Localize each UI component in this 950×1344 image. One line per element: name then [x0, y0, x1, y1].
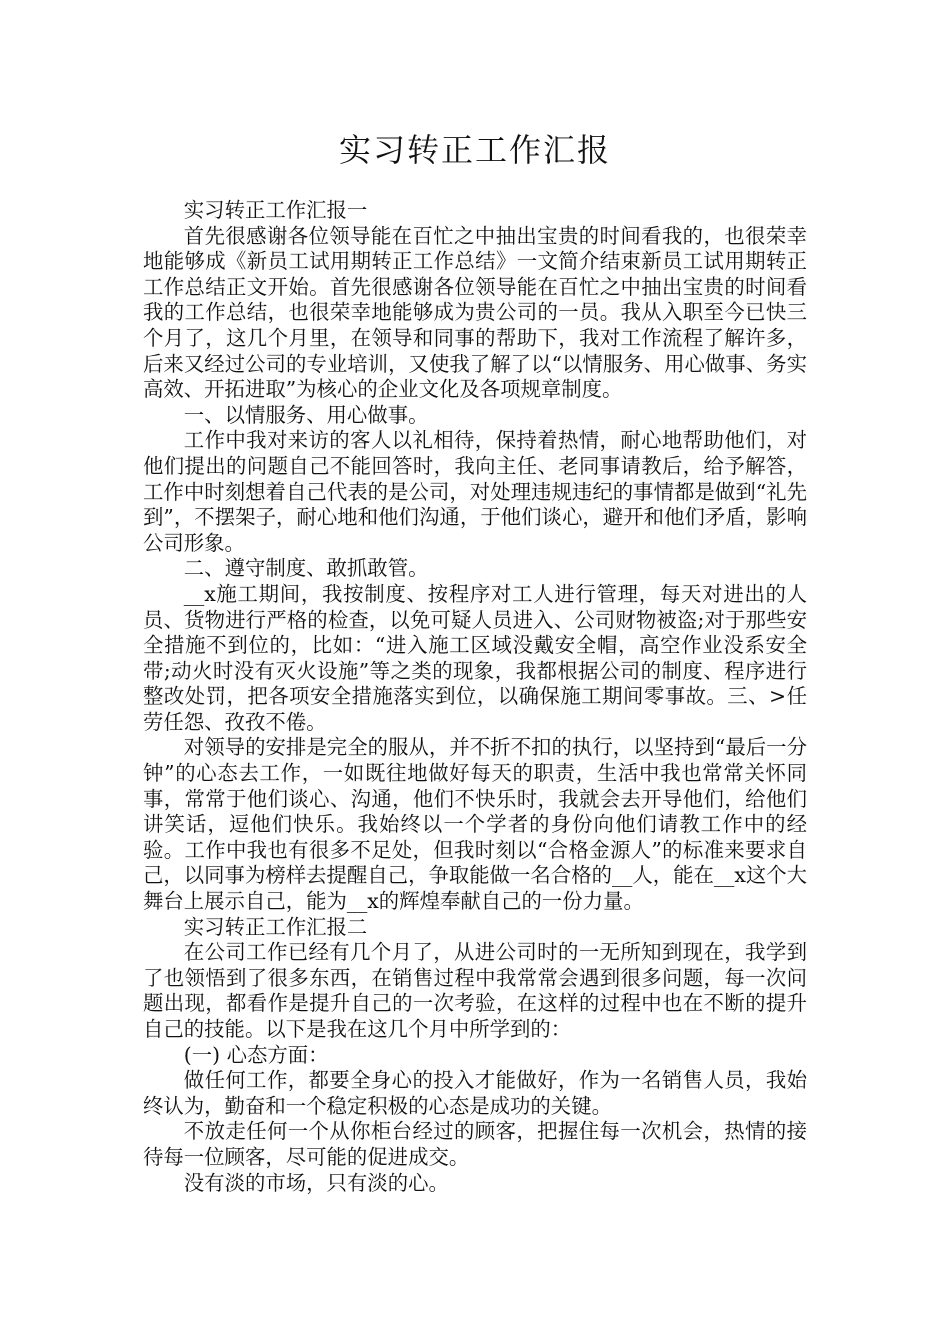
paragraph: 工作中我对来访的客人以礼相待，保持着热情，耐心地帮助他们，对他们提出的问题自己不能回答时，我向主任、老同事请教后，给予解答，工作中时刻想着自己代表的是公司，对处理违规违纪的事情都是做到“礼先到”，不摆架子，耐心地和他们沟通，于他们谈心，避开和他们矛盾，影响公司形象。 — [143, 428, 807, 555]
subheading: 一、以情服务、用心做事。 — [183, 402, 429, 427]
paragraph: 不放走任何一个从你柜台经过的顾客，把握住每一次机会，热情的接待每一位顾客，尽可能的促进成交。 — [143, 1119, 807, 1169]
section-heading-1: 实习转正工作汇报一 — [183, 198, 368, 222]
document-body — [143, 198, 807, 1196]
document-title: 实习转正工作汇报 — [338, 131, 611, 169]
paragraph: 首先很感谢各位领导能在百忙之中抽出宝贵的时间看我的，也很荣幸地能够成《新员工试用期转正工作总结》一文简介结束新员工试用期转正工作总结正文开始。首先很感谢各位领导能在百忙之中抽出宝贵的时间看我的工作总结，也很荣幸地能够成为贵公司的一员。我从入职至今已快三个月了，这几个月里，在领导和同事的帮助下，我对工作流程了解许多，后来又经过公司的专业培训，又使我了解了以“以情服务、用心做事、务实高效、开拓进取”为核心的企业文化及各项规章制度。 — [143, 223, 807, 402]
section-heading-2: 实习转正工作汇报二 — [183, 914, 368, 939]
paragraph: __x施工期间，我按制度、按程序对工人进行管理，每天对进出的人员、货物进行严格的检查，以免可疑人员进入、公司财物被盗;对于那些安全措施不到位的，比如：“进入施工区域没戴安全帽，高空作业没系安全带;动火时没有灭火设施”等之类的现象，我都根据公司的制度、程序进行整改处罚，把各项安全措施落实到位，以确保施工期间零事故。三、>任劳任怨、孜孜不倦。 — [143, 581, 807, 734]
paragraph: 对领导的安排是完全的服从，并不折不扣的执行，以坚持到“最后一分钟”的心态去工作，一如既往地做好每天的职责，生活中我也常常关怀同事，常常于他们谈心、沟通，他们不快乐时，我就会去开导他们，给他们讲笑话，逗他们快乐。我始终以一个学者的身份向他们请教工作中的经验。工作中我也有很多不足处，但我时刻以“合格金源人”的标准来要求自己，以同事为榜样去提醒自己，争取能做一名合格的__人，能在__x这个大舞台上展示自己，能为__x的辉煌奉献自己的一份力量。 — [143, 735, 807, 914]
subheading: 二、遵守制度、敢抓敢管。 — [183, 556, 429, 581]
subheading: (一) 心态方面： — [183, 1042, 329, 1067]
paragraph: 做任何工作，都要全身心的投入才能做好，作为一名销售人员，我始终认为，勤奋和一个稳定积极的心态是成功的关键。 — [143, 1068, 807, 1118]
paragraph: 在公司工作已经有几个月了，从进公司时的一无所知到现在，我学到了也领悟到了很多东西，在销售过程中我常常会遇到很多问题，每一次问题出现，都看作是提升自己的一次考验，在这样的过程中也在不断的提升自己的技能。以下是我在这几个月中所学到的： — [143, 940, 807, 1041]
paragraph: 没有淡的市场，只有淡的心。 — [183, 1170, 449, 1195]
